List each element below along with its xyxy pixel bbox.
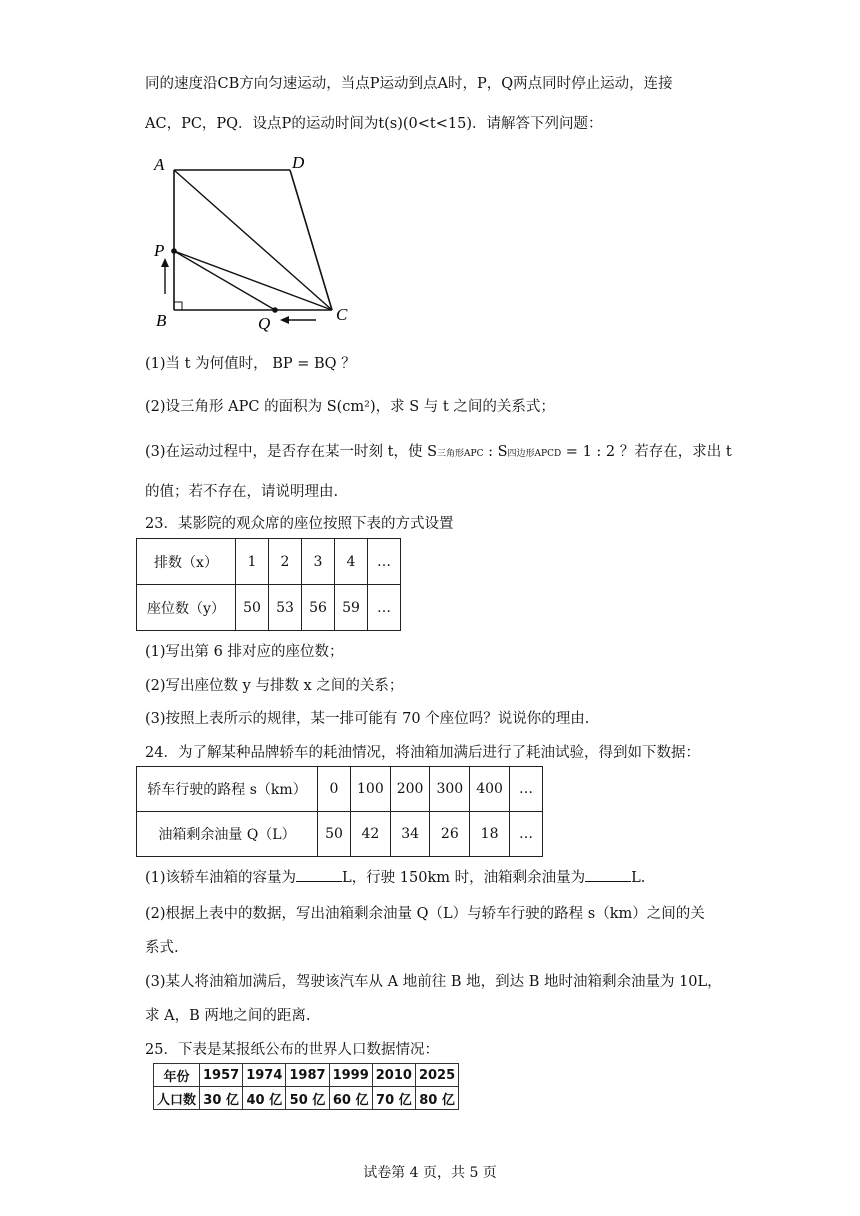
- q24-part2: (2)根据上表中的数据，写出油箱剩余油量 Q（L）与轿车行驶的路程 s（km）之间的关: [145, 906, 705, 922]
- label-D: D: [292, 153, 305, 172]
- q24-header-cell: 油箱剩余油量 Q（L）: [137, 812, 318, 857]
- q25-cell: 60 亿: [329, 1087, 372, 1110]
- q23-cell: …: [368, 539, 401, 585]
- q23-cell: 1: [236, 539, 269, 585]
- q24-part1: [145, 866, 645, 887]
- label-B: B: [156, 311, 167, 330]
- q24-cell: 18: [470, 812, 510, 857]
- q22-part3-sub1: 三角形APC: [437, 449, 484, 459]
- q25-title: 25．下表是某报纸公布的世界人口数据情况：: [145, 1042, 439, 1058]
- q24-part1-b: L，行驶 150km 时，油箱剩余油量为: [342, 870, 586, 886]
- q22-part3-a: (3)在运动过程中，是否存在某一时刻 t，使 S: [145, 444, 438, 460]
- label-Q: Q: [258, 314, 271, 333]
- right-angle-mark: [174, 302, 182, 310]
- point-P: [171, 248, 177, 254]
- intro-line-1: 同的速度沿CB方向匀速运动，当点P运动到点A时，P，Q两点同时停止运动，连接: [145, 76, 673, 92]
- arrow-left-head: [280, 316, 289, 324]
- q23-header-cell: 座位数（y）: [137, 585, 236, 631]
- segment-PC: [174, 251, 332, 310]
- q24-part1-c: L.: [631, 870, 646, 886]
- q23-cell: 2: [269, 539, 302, 585]
- q22-part3-c: = 1 : 2 ？若存在，求出 t: [561, 444, 732, 460]
- q24-part3-cont: 求 A，B 两地之间的距离.: [145, 1008, 311, 1024]
- q24-cell: 34: [390, 812, 430, 857]
- intro-line-2: AC，PC，PQ．设点P的运动时间为t(s)(0<t<15)．请解答下列问题：: [145, 116, 603, 132]
- q24-cell: 100: [351, 767, 391, 812]
- answer-blank-2[interactable]: [585, 867, 631, 882]
- q25-table: [153, 1063, 459, 1110]
- segment-AC: [174, 170, 332, 310]
- q23-cell: 59: [335, 585, 368, 631]
- q23-cell: 53: [269, 585, 302, 631]
- q22-part2: (2)设三角形 APC 的面积为 S(cm²)，求 S 与 t 之间的关系式；: [145, 399, 555, 415]
- q23-cell: 3: [302, 539, 335, 585]
- label-A: A: [154, 155, 165, 174]
- q25-cell: 1987: [286, 1064, 329, 1087]
- q23-cell: 50: [236, 585, 269, 631]
- q23-part1: (1)写出第 6 排对应的座位数；: [145, 644, 344, 660]
- q25-cell: 年份: [154, 1064, 200, 1087]
- q24-part1-a: (1)该轿车油箱的容量为: [145, 870, 297, 886]
- q23-part2: (2)写出座位数 y 与排数 x 之间的关系；: [145, 678, 404, 694]
- q24-header-cell: 轿车行驶的路程 s（km）: [137, 767, 318, 812]
- q24-cell: 300: [430, 767, 470, 812]
- point-Q: [272, 307, 278, 313]
- label-C: C: [336, 305, 348, 324]
- q22-part3-sub2: 四边形APCD: [507, 449, 562, 459]
- page-footer: 试卷第 4 页，共 5 页: [363, 1165, 497, 1181]
- q25-cell: 70 亿: [372, 1087, 415, 1110]
- q23-table: [136, 538, 401, 631]
- q25-cell: 2010: [372, 1064, 415, 1087]
- q24-cell: 400: [470, 767, 510, 812]
- q22-part3-cont: 的值；若不存在，请说明理由.: [145, 484, 339, 500]
- edge-DC: [290, 170, 332, 310]
- geometry-figure: [140, 148, 370, 333]
- q25-cell: 1999: [329, 1064, 372, 1087]
- q22-part3: [145, 440, 732, 461]
- q24-cell: 42: [351, 812, 391, 857]
- q23-title: 23．某影院的观众席的座位按照下表的方式设置: [145, 516, 454, 532]
- q24-cell: 200: [390, 767, 430, 812]
- q25-cell: 50 亿: [286, 1087, 329, 1110]
- q23-cell: …: [368, 585, 401, 631]
- q24-cell: 26: [430, 812, 470, 857]
- q24-cell: …: [509, 767, 542, 812]
- q22-part1: (1)当 t 为何值时， BP = BQ ？: [145, 356, 356, 372]
- q25-cell: 1974: [243, 1064, 286, 1087]
- q23-cell: 4: [335, 539, 368, 585]
- q23-part3: (3)按照上表所示的规律，某一排可能有 70 个座位吗？说说你的理由.: [145, 711, 590, 727]
- q25-cell: 1957: [200, 1064, 243, 1087]
- q25-cell: 人口数: [154, 1087, 200, 1110]
- q23-header-cell: 排数（x）: [137, 539, 236, 585]
- q25-cell: 30 亿: [200, 1087, 243, 1110]
- q24-table: [136, 766, 543, 857]
- answer-blank-1[interactable]: [296, 867, 342, 882]
- q24-cell: …: [509, 812, 542, 857]
- q25-cell: 2025: [415, 1064, 458, 1087]
- q24-cell: 0: [318, 767, 351, 812]
- q22-part3-b: : S: [483, 444, 508, 460]
- segment-PQ: [174, 251, 275, 310]
- q24-part3: (3)某人将油箱加满后，驾驶该汽车从 A 地前往 B 地，到达 B 地时油箱剩余油量为 10L，: [145, 974, 722, 990]
- q25-cell: 40 亿: [243, 1087, 286, 1110]
- label-P: P: [154, 241, 165, 260]
- q24-title: 24．为了解某种品牌轿车的耗油情况，将油箱加满后进行了耗油试验，得到如下数据：: [145, 745, 700, 761]
- q25-cell: 80 亿: [415, 1087, 458, 1110]
- q24-part2-cont: 系式.: [145, 940, 179, 956]
- q24-cell: 50: [318, 812, 351, 857]
- q23-cell: 56: [302, 585, 335, 631]
